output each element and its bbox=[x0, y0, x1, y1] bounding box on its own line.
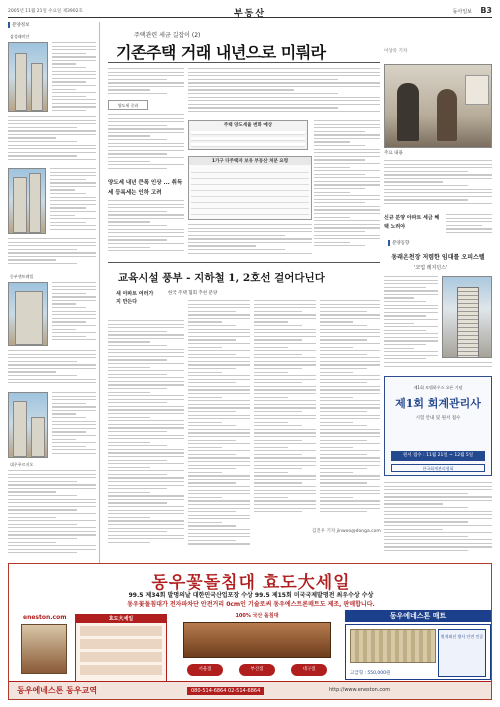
phone-numbers[interactable]: 080-514-6864 02-514-6864 bbox=[187, 687, 264, 695]
photo-caption: 동부센트레빌 bbox=[10, 274, 34, 279]
page-number: B3 bbox=[480, 6, 492, 15]
paper-name: 동아일보 bbox=[452, 9, 472, 15]
text-block bbox=[320, 300, 380, 524]
right-section-label: 분양동향 bbox=[388, 240, 409, 246]
exam-ad[interactable] bbox=[384, 376, 492, 476]
issue-date: 2005년 11월 21일 수요일 제3902호 bbox=[8, 9, 83, 14]
apartment-photo bbox=[8, 42, 48, 112]
disposal-table bbox=[188, 156, 312, 220]
intro-box: 양도세 중과 bbox=[108, 100, 148, 110]
right-article-sub: '코업 레지던스' bbox=[414, 265, 448, 271]
text-block bbox=[384, 276, 438, 370]
ad-footer bbox=[9, 681, 492, 699]
text-block bbox=[52, 392, 96, 458]
photo-caption: 삼성래미안 bbox=[10, 34, 30, 39]
ad-tagline: 동우꽃돌침대가 전자파차단 안전거리 0cm인 기술로써 동우에스트론매트도 제조, 판매합니다. bbox=[127, 601, 375, 608]
article-kicker: 주택관련 세금 길잡이 (2) bbox=[134, 32, 201, 39]
mat-image bbox=[350, 629, 436, 663]
photo-caption: 대우푸르지오 bbox=[10, 462, 34, 467]
ad-top-text: 제1회 모델하우스 오픈 기념 bbox=[413, 385, 463, 390]
mat-product-box bbox=[345, 624, 491, 680]
article-headline: 기존주택 거래 내년으로 미뤄라 bbox=[116, 43, 326, 62]
text-block bbox=[8, 238, 96, 268]
store-chip: 대구점 bbox=[291, 664, 327, 676]
text-block bbox=[108, 68, 184, 98]
stone-bed-ad[interactable] bbox=[8, 563, 492, 700]
text-block bbox=[50, 168, 96, 234]
text-block bbox=[254, 300, 316, 524]
text-block bbox=[108, 320, 184, 556]
tax-rate-table bbox=[188, 120, 308, 150]
store-chip: 서울점 bbox=[187, 664, 223, 676]
furniture-showcase bbox=[177, 612, 337, 680]
text-block bbox=[188, 300, 250, 556]
sale-panel-head: 효도大세일 bbox=[76, 615, 166, 623]
mart-title: 동우에네스톤 매트 bbox=[345, 610, 491, 622]
byline: 이상록 기자 bbox=[384, 49, 408, 54]
text-block bbox=[8, 116, 96, 164]
sale-panel bbox=[75, 614, 167, 684]
article-3-subhead: 새 아파트 여러가지 만든다 bbox=[116, 291, 154, 305]
text-block bbox=[108, 114, 184, 174]
text-block bbox=[446, 214, 492, 236]
left-column bbox=[8, 22, 100, 564]
mat-price: 고급형 : 550,000원 bbox=[350, 671, 391, 676]
text-block bbox=[384, 160, 492, 210]
article-3-note: 한국 주택 협회 추천 분양 bbox=[168, 291, 218, 296]
reporter-credit: 김진우 기자 jinwoo@donga.com bbox=[312, 529, 381, 534]
text-block bbox=[52, 282, 96, 346]
text-block bbox=[384, 362, 492, 372]
apartment-photo bbox=[8, 392, 48, 458]
right-kicker: 주요 내용 bbox=[384, 151, 403, 156]
text-block bbox=[8, 350, 96, 386]
apartment-photo bbox=[8, 168, 46, 234]
text-block bbox=[188, 68, 380, 116]
bed-product-image bbox=[21, 624, 67, 674]
table-title: 주택 양도세율 변화 예상 bbox=[223, 123, 273, 128]
ad-subtitle: 시험 안내 및 원서 접수 bbox=[415, 416, 461, 421]
ad-title: 제1회 회계관리사 bbox=[395, 397, 481, 410]
apartment-photo bbox=[8, 282, 48, 346]
ad-site-url[interactable]: eneston.com bbox=[23, 614, 67, 621]
text-block bbox=[108, 200, 184, 256]
store-chip: 부산점 bbox=[239, 664, 275, 676]
page-header bbox=[8, 6, 492, 18]
consultation-photo bbox=[384, 64, 492, 148]
text-block bbox=[188, 224, 312, 256]
table-title: 1가구 다주택자 보유 부동산 처분 요령 bbox=[189, 157, 311, 165]
ad-web-address[interactable]: http://www.eneston.com bbox=[329, 687, 391, 693]
text-block bbox=[384, 482, 492, 556]
text-block bbox=[314, 120, 380, 256]
officetel-photo bbox=[442, 276, 492, 358]
text-block bbox=[8, 470, 96, 560]
left-column-label: 분양정보 bbox=[8, 22, 29, 28]
brand-name: 동우에네스톤 동우교역 bbox=[17, 686, 98, 695]
bed-furniture-image bbox=[183, 622, 331, 658]
ad-organizer: 한국회계관리협회 bbox=[391, 464, 485, 472]
right-article-title: 동래온천장 저렴한 임대를 오피스텔 bbox=[391, 254, 485, 261]
ad-date-bar: 원서 접수 : 11월 21일 ~ 12월 5일 bbox=[391, 451, 485, 461]
ad-headline: 동우꽃돌침대 효도大세일 bbox=[151, 573, 351, 593]
article-subhead: 양도세 내년 큰폭 인상 ... 취득세 등록세는 인하 고려 bbox=[108, 180, 183, 196]
headline-rule bbox=[108, 62, 380, 63]
ad-awards: 99.5 제34회 발명의날 대한민국산업포장 수상 99.5 제15회 미국국제발명전 최우수상 수상 bbox=[128, 592, 374, 599]
section-rule bbox=[108, 262, 380, 263]
article-3-headline: 교육시설 풍부 - 지하철 1, 2호선 걸어다닌다 bbox=[118, 272, 325, 284]
right-subhead: 신규 분양 아파트 세금 혜택 노려야 bbox=[384, 215, 440, 230]
showcase-tag: 100% 국산 돌침대 bbox=[235, 613, 279, 619]
mat-feature: 원적외선 방사 안전 인증 bbox=[438, 629, 486, 677]
section-title: 부동산 bbox=[233, 9, 267, 19]
text-block bbox=[52, 42, 96, 112]
